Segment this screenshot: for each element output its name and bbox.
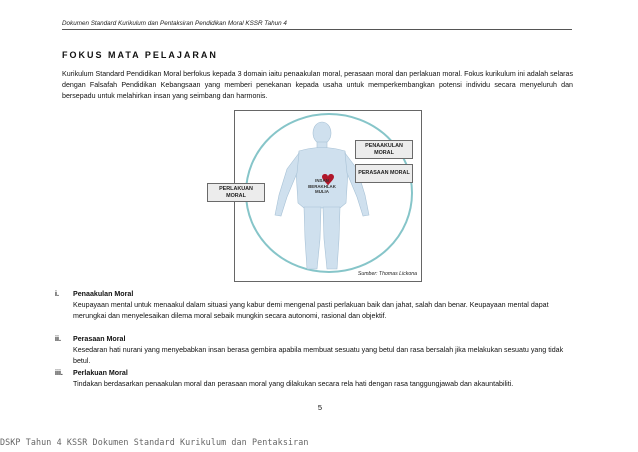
list-item-description: Kesedaran hati nurani yang menyebabkan insan berasa gembira apabila membuat sesuatu yang betul dan rasa bersalah jika melakukan sesuatu yang tidak betul. bbox=[73, 346, 564, 365]
list-item-title: Perlakuan Moral bbox=[73, 369, 128, 377]
list-item-title: Perasaan Moral bbox=[73, 335, 126, 343]
intro-paragraph: Kurikulum Standard Pendidikan Moral berfokus kepada 3 domain iaitu penaakulan moral, perasaan moral dan perlakuan moral. Fokus kurikulum ini adalah selaras dengan Falsafah Pendidikan Kebangsaan yang memberi penekanan kepada usaha untuk memperkembangkan potensi individu secara menyeluruh dan bersepadu untuk melahirkan insan yang seimbang dan harmonis. bbox=[62, 70, 573, 100]
list-item-perlakuan bbox=[55, 368, 575, 390]
box-feeling: PERASAAN MORAL bbox=[355, 164, 413, 183]
list-item-title: Penaakulan Moral bbox=[73, 290, 134, 298]
page-number: 5 bbox=[317, 403, 323, 412]
list-marker: i. bbox=[55, 290, 59, 298]
list-marker: ii. bbox=[55, 335, 61, 343]
center-label: INSAN BERAKHLAK MULIA bbox=[308, 178, 336, 195]
moral-domains-figure bbox=[219, 110, 422, 282]
figure-source: Sumber: Thomas Lickona bbox=[357, 271, 417, 277]
footer-text: DSKP Tahun 4 KSSR Dokumen Standard Kurikulum dan Pentaksiran bbox=[0, 437, 309, 447]
running-header: Dokumen Standard Kurikulum dan Pentaksiran Pendidikan Moral KSSR Tahun 4 bbox=[62, 20, 572, 30]
list-item-description: Keupayaan mental untuk menaakul dalam situasi yang kabur demi mengenal pasti perlakuan baik dan jahat, salah dan benar. Keupayaan mental dapat merungkai dan menyelesaikan dilema moral sebaik mungkin secara autonomi, rasional dan objektif. bbox=[73, 301, 549, 320]
box-action: PERLAKUAN MORAL bbox=[207, 183, 265, 202]
list-item-penaakulan bbox=[55, 289, 575, 322]
box-reasoning: PENAAKULAN MORAL bbox=[355, 140, 413, 159]
list-item-perasaan bbox=[55, 334, 575, 367]
section-title: FOKUS MATA PELAJARAN bbox=[62, 50, 218, 60]
list-marker: iii. bbox=[55, 369, 63, 377]
list-item-description: Tindakan berdasarkan penaakulan moral dan perasaan moral yang dilakukan secara rela hati dengan rasa tanggungjawab dan akauntabiliti. bbox=[73, 380, 514, 388]
